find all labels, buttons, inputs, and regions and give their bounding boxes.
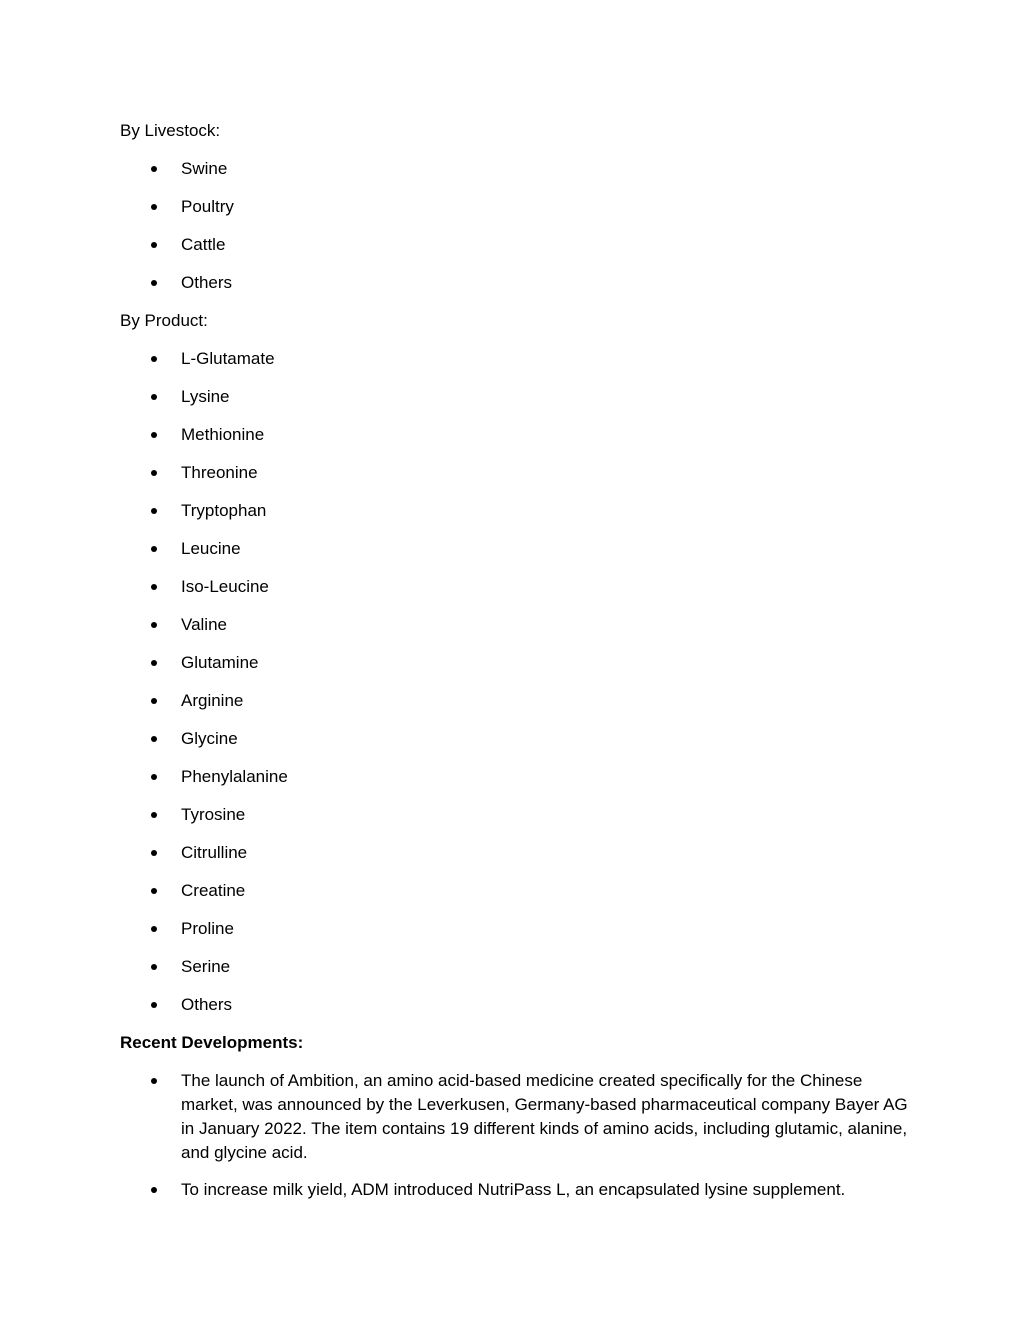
list-item <box>120 613 910 637</box>
list-item <box>120 803 910 827</box>
list-item <box>120 157 910 181</box>
bullet-icon <box>151 1002 157 1008</box>
list-item-text: Citrulline <box>181 843 248 862</box>
list-item <box>120 423 910 447</box>
recent-developments-heading: Recent Developments: <box>120 1033 304 1052</box>
list-item <box>120 727 910 751</box>
list-item-text: Valine <box>181 615 227 634</box>
bullet-icon <box>151 1078 157 1084</box>
list-item-text: Leucine <box>181 539 241 558</box>
list-item-text: Poultry <box>181 197 234 216</box>
list-item <box>120 347 910 371</box>
list-item <box>120 385 910 409</box>
bullet-icon <box>151 1187 157 1193</box>
bullet-icon <box>151 546 157 552</box>
list-item-text: Others <box>181 995 233 1014</box>
bullet-icon <box>151 850 157 856</box>
list-item-text: Tyrosine <box>181 805 246 824</box>
list-item-text: Glycine <box>181 729 238 748</box>
list-item <box>120 765 910 789</box>
bullet-icon <box>151 888 157 894</box>
bullet-icon <box>151 394 157 400</box>
list-item <box>120 651 910 675</box>
livestock-list <box>120 157 910 295</box>
bullet-icon <box>151 166 157 172</box>
list-item-text: Arginine <box>181 691 244 710</box>
list-item-text: Creatine <box>181 881 246 900</box>
list-item <box>120 233 910 257</box>
development-text: To increase milk yield, ADM introduced NutriPass L, an encapsulated lysine supplement. <box>181 1180 846 1199</box>
livestock-heading: By Livestock: <box>120 121 221 140</box>
bullet-icon <box>151 432 157 438</box>
bullet-icon <box>151 812 157 818</box>
document-page <box>120 119 910 1215</box>
product-list <box>120 347 910 1017</box>
list-item <box>120 575 910 599</box>
list-item <box>120 917 910 941</box>
product-heading: By Product: <box>120 311 208 330</box>
list-item-text: Serine <box>181 957 231 976</box>
list-item-text: Glutamine <box>181 653 259 672</box>
list-item <box>120 689 910 713</box>
bullet-icon <box>151 622 157 628</box>
list-item <box>120 955 910 979</box>
bullet-icon <box>151 470 157 476</box>
list-item-text: Proline <box>181 919 234 938</box>
bullet-icon <box>151 926 157 932</box>
list-item <box>120 195 910 219</box>
list-item-text: Cattle <box>181 235 226 254</box>
bullet-icon <box>151 242 157 248</box>
list-item-text: Lysine <box>181 387 230 406</box>
list-item <box>120 993 910 1017</box>
bullet-icon <box>151 280 157 286</box>
list-item <box>120 271 910 295</box>
bullet-icon <box>151 774 157 780</box>
bullet-icon <box>151 584 157 590</box>
bullet-icon <box>151 736 157 742</box>
bullet-icon <box>151 698 157 704</box>
bullet-icon <box>151 204 157 210</box>
list-item <box>120 879 910 903</box>
bullet-icon <box>151 356 157 362</box>
list-item <box>120 1178 910 1202</box>
list-item-text: L-Glutamate <box>181 349 275 368</box>
development-text: The launch of Ambition, an amino acid-based medicine created specifically for the Chinese market, was announced by the Leverkusen, Germany-based pharmaceutical company Bayer AG in January 2022. The item contains 19 different kinds of amino acids, including glutamic, alanine, and glycine acid. <box>181 1071 908 1162</box>
list-item <box>120 499 910 523</box>
list-item-text: Tryptophan <box>181 501 267 520</box>
developments-list <box>120 1069 910 1202</box>
list-item <box>120 537 910 561</box>
list-item-text: Methionine <box>181 425 265 444</box>
list-item <box>120 1069 910 1165</box>
list-item <box>120 461 910 485</box>
list-item-text: Iso-Leucine <box>181 577 269 596</box>
bullet-icon <box>151 508 157 514</box>
list-item-text: Swine <box>181 159 228 178</box>
bullet-icon <box>151 964 157 970</box>
list-item-text: Threonine <box>181 463 258 482</box>
bullet-icon <box>151 660 157 666</box>
list-item <box>120 841 910 865</box>
list-item-text: Phenylalanine <box>181 767 288 786</box>
list-item-text: Others <box>181 273 233 292</box>
